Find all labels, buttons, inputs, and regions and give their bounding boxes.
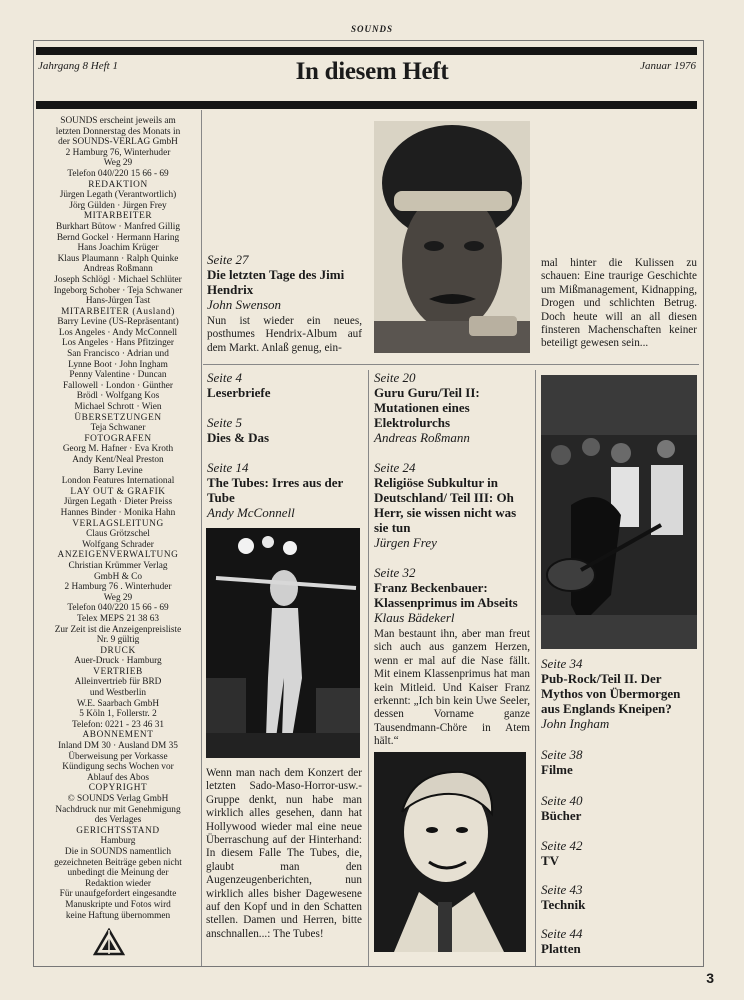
imprint-line: London Features International [61, 476, 175, 487]
imprint-line: Teja Schwaner [90, 423, 146, 434]
running-head: SOUNDS [350, 24, 393, 34]
article-title: Leserbriefe [207, 385, 271, 400]
imprint-line: Jörg Gülden · Jürgen Frey [69, 200, 167, 211]
article-title: Die letzten Tage des Jimi Hendrix [207, 267, 345, 297]
imprint-line: Die in SOUNDS namentlich [64, 846, 172, 857]
page-ref: Seite 27 [207, 252, 249, 267]
top-rule [36, 47, 697, 55]
page-ref: Seite 38 [541, 747, 583, 762]
article-teaser: Nun ist wieder ein neues, posthumes Hendrix-Album auf dem Markt. Anlaß genug, ein- [207, 315, 362, 354]
imprint-line: 2 Hamburg 76, Winterhuder [65, 147, 171, 158]
imprint-line: Jürgen Legath · Dieter Preiss [63, 497, 173, 508]
toc-entry-seite-34[interactable] [541, 656, 697, 731]
article-teaser: Man bestaunt ihn, aber man freut sich auch aus ganzem Herzen, wenn er mal auf die Nase fällt. Mit einem Klassenprimus hat man kein Mitleid. Und Kaiser Franz erkennt: „Ich bin kein Uwe Seeler, dessen Vorname ganze Tausendmann-Chöre in Atem hält.“ [374, 628, 530, 748]
page-ref: Seite 4 [207, 370, 243, 385]
article-title: Bücher [541, 808, 582, 823]
page-ref: Seite 24 [374, 460, 416, 475]
toc-entry-seite-32[interactable] [374, 565, 530, 749]
imprint-line: Hans Joachim Krüger [77, 243, 159, 254]
imprint-line: Kündigung sechs Wochen vor [62, 762, 174, 773]
toc-entry-seite-5[interactable] [207, 415, 362, 445]
imprint-line: Los Angeles · Hans Pfitzinger [61, 338, 175, 349]
imprint-line: Telefon: 0221 - 23 46 31 [71, 719, 165, 730]
imprint-line: Inland DM 30 · Ausland DM 35 [58, 741, 178, 752]
page-ref: Seite 20 [374, 370, 416, 385]
article-author: Andreas Roßmann [374, 430, 470, 445]
tubes-teaser: Wenn man nach dem Konzert der letzten Sado-Maso-Horror-usw.-Gruppe denkt, nun habe man wirklich alles gesehen, dann hat Hollywood wieder mal eine neue Überraschung auf der Hinterhand: In diesem Falle The Tubes, die, glaubt man den Augenzeugenberichten, nun wirklich alles bisher Dagewesene auf den Kopf und in den Schatten stellen. Damen und Herren, bitte anschnallen...: The Tubes! [206, 767, 362, 940]
page-ref: Seite 14 [207, 460, 249, 475]
publisher-logo-icon [93, 928, 125, 956]
imprint-heading: VERLAGSLEITUNG [72, 518, 164, 529]
imprint-line: Penny Valentine · Duncan [69, 370, 167, 381]
imprint-line: Hans-Jürgen Tast [85, 296, 151, 307]
toc-entry-seite-4[interactable] [207, 370, 362, 400]
imprint-line: Hamburg [100, 836, 136, 847]
article-author: John Swenson [207, 297, 282, 312]
issue-date: Januar 1976 [640, 60, 696, 72]
article-author: Klaus Bädekerl [374, 610, 455, 625]
divider [368, 370, 369, 966]
imprint-line: Barry Levine [93, 465, 143, 476]
imprint-line: Michael Schrott · Wien [74, 402, 162, 413]
imprint-heading: VERTRIEB [93, 666, 143, 677]
divider [535, 370, 536, 966]
imprint-line: Claus Grötzschel [86, 529, 150, 540]
article-author: Andy McConnell [207, 505, 295, 520]
imprint-heading: REDAKTION [88, 179, 148, 190]
imprint-line: unbedingt die Meinung der [67, 868, 169, 879]
imprint-line: und Westberlin [89, 688, 147, 699]
imprint-heading: COPYRIGHT [88, 783, 148, 794]
article-author: John Ingham [541, 716, 610, 731]
imprint-heading: LAY OUT & GRAFIK [70, 486, 166, 497]
imprint-line: Ingeborg Schober · Teja Schwaner [53, 285, 183, 296]
hendrix-teaser-continued: mal hinter die Kulissen zu schauen: Eine traurige Geschichte um Mißmanagement, Kidnapping, Drogen und schlichten Betrug. Doch heute will an all diesen finsteren Machenschaften keiner beteiligt gewesen sein... [541, 257, 697, 350]
imprint-line: Andreas Roßmann [83, 264, 153, 275]
toc-entry-seite-42[interactable] [541, 838, 697, 868]
imprint-line: Ablauf des Abos [87, 772, 149, 783]
imprint-line: Wolfgang Schrader [82, 539, 154, 550]
imprint-line: Manuskripte und Fotos wird [65, 899, 171, 910]
imprint-heading: MITARBEITER (Ausland) [61, 306, 175, 317]
imprint-line: 5 Köln 1, Follerstr. 2 [79, 709, 157, 720]
imprint-line: © SOUNDS Verlag GmbH [67, 794, 169, 804]
imprint-line: des Verlages [94, 815, 142, 826]
article-title: Dies & Das [207, 430, 270, 445]
imprint-line: Christian Krümmer Verlag [68, 560, 168, 571]
article-title: TV [541, 853, 560, 868]
imprint-line: Alleinvertrieb für BRD [74, 677, 162, 688]
imprint-heading: ABONNEMENT [82, 730, 154, 741]
imprint-line: Fallowell · London · Günther [63, 380, 173, 391]
hendrix-photo [374, 121, 530, 353]
imprint-line: Weg 29 [103, 158, 133, 169]
imprint-line: gezeichneten Beiträge geben nicht [54, 857, 182, 868]
article-title: Technik [541, 897, 586, 912]
imprint-heading: FOTOGRAFEN [84, 433, 152, 444]
imprint-line: Klaus Plaumann · Ralph Quinke [57, 253, 179, 264]
beckenbauer-illustration [374, 752, 526, 952]
page-number: 3 [706, 970, 714, 986]
page-ref: Seite 34 [541, 656, 583, 671]
page-title: In diesem Heft [295, 58, 449, 85]
article-title: Filme [541, 762, 573, 777]
imprint-line: Lynne Boot · John Ingham [68, 359, 168, 370]
imprint-heading: DRUCK [100, 645, 136, 656]
page-ref: Seite 5 [207, 415, 243, 430]
imprint-line: Auer-Druck · Hamburg [74, 656, 162, 667]
imprint-line: 2 Hamburg 76 . Winterhuder [64, 582, 172, 593]
tubes-photo [206, 528, 360, 758]
article-title: Religiöse Subkultur in Deutschland/ Teil III: Oh Herr, sie wissen nicht was sie tun [374, 475, 517, 535]
imprint-line: Überweisung per Vorkasse [68, 751, 168, 762]
imprint-line: letzten Donnerstag des Monats in [55, 126, 181, 137]
imprint-heading: MITARBEITER [83, 211, 153, 222]
imprint-line: Weg 29 [103, 592, 133, 603]
volume-label: Jahrgang 8 Heft 1 [38, 60, 118, 72]
imprint-line: Für unaufgefordert eingesandte [59, 889, 177, 900]
toc-entry-seite-24[interactable] [374, 460, 530, 550]
imprint-line: Bernd Gockel · Hermann Haring [56, 232, 180, 243]
toc-entry-seite-43[interactable] [541, 882, 697, 912]
imprint-line: GmbH & Co [93, 571, 143, 582]
article-title: Guru Guru/Teil II: Mutationen eines Elektrolurchs [374, 385, 480, 430]
imprint-line: Hannes Binder · Monika Hahn [60, 507, 176, 518]
imprint-line: Telefon 040/220 15 66 - 69 [67, 603, 169, 614]
imprint-line: Andy Kent/Neal Preston [72, 455, 164, 465]
imprint-line: der SOUNDS-VERLAG GmbH [58, 137, 178, 148]
imprint-line: Telex MEPS 21 38 63 [77, 613, 159, 624]
imprint-line: Telefon 040/220 15 66 - 69 [67, 168, 169, 179]
imprint-line: Nr. 9 gültig [96, 635, 140, 646]
toc-entry-seite-44[interactable] [541, 926, 697, 956]
imprint-heading: ANZEIGENVERWALTUNG [57, 550, 179, 561]
article-title: The Tubes: Irres aus der Tube [207, 475, 344, 505]
article-title: Platten [541, 941, 581, 956]
toc-entry-seite-14[interactable] [207, 460, 362, 520]
imprint-line: Los Angeles · Andy McConnell [58, 327, 178, 338]
page-ref: Seite 40 [541, 793, 583, 808]
imprint-line: Barry Levine (US-Repräsentant) [57, 317, 179, 328]
imprint-heading: GERICHTSSTAND [76, 825, 160, 836]
imprint-line: Brödl · Wolfgang Kos [76, 391, 160, 402]
imprint-line: SOUNDS erscheint jeweils am [60, 116, 176, 126]
toc-entry-seite-20[interactable] [374, 370, 530, 445]
imprint-line: W.E. Saarbach GmbH [76, 698, 160, 709]
divider [203, 364, 699, 365]
imprint-line: San Francisco · Adrian und [67, 349, 169, 360]
divider [201, 110, 202, 966]
imprint-line: Redaktion wieder [85, 878, 151, 889]
imprint-line: Jürgen Legath (Verantwortlich) [59, 190, 177, 201]
header-rule [36, 101, 697, 109]
page-ref: Seite 32 [374, 565, 416, 580]
imprint-heading: ÜBERSETZUNGEN [74, 412, 162, 423]
imprint-line: Burkhart Bütow · Manfred Gillig [56, 221, 180, 232]
imprint-line: Joseph Schlögl · Michael Schlüter [54, 274, 182, 285]
article-title: Pub-Rock/Teil II. Der Mythos von Übermorgen aus Englands Kneipen? [541, 671, 681, 716]
page-ref: Seite 42 [541, 838, 583, 853]
article-author: Jürgen Frey [374, 535, 437, 550]
page-ref: Seite 44 [541, 926, 583, 941]
toc-entry-seite-38[interactable] [541, 747, 697, 777]
imprint-line: Nachdruck nur mit Genehmigung [55, 804, 181, 815]
imprint-line: keine Haftung übernommen [65, 910, 171, 921]
page-ref: Seite 43 [541, 882, 583, 897]
toc-entry-seite-40[interactable] [541, 793, 697, 823]
imprint-column [38, 116, 198, 921]
imprint-line: Zur Zeit ist die Anzeigenpreisliste [54, 624, 182, 635]
toc-entry-hendrix[interactable] [207, 252, 362, 355]
imprint-line: Georg M. Hafner · Eva Kroth [62, 444, 174, 455]
pub-rock-photo [541, 375, 697, 649]
article-title: Franz Beckenbauer: Klassenprimus im Abseits [374, 580, 518, 610]
